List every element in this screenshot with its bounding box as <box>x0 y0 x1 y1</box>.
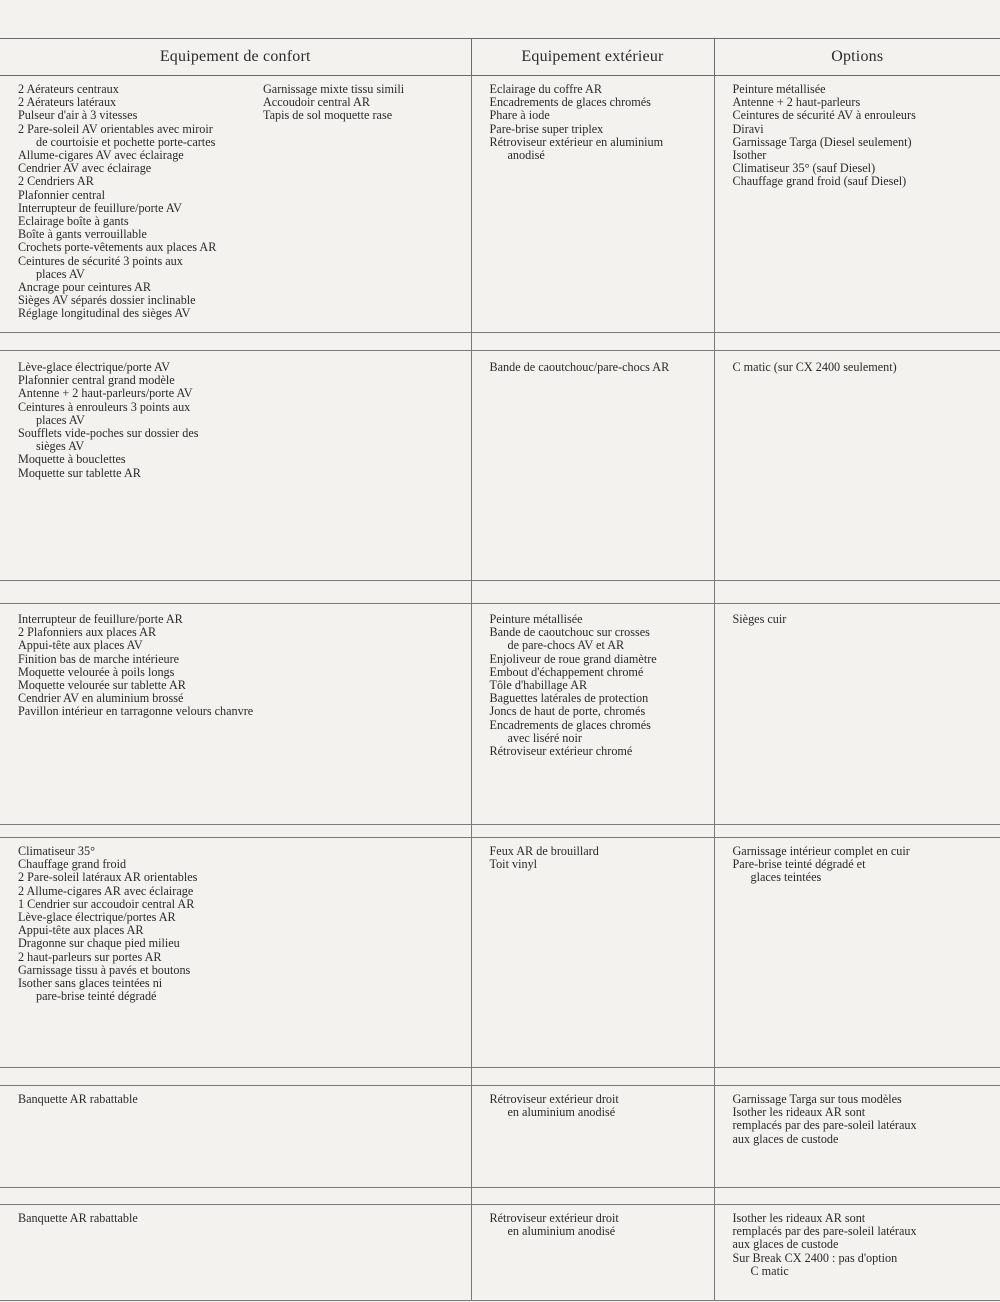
list-item: Accoudoir central AR <box>263 96 463 109</box>
list-item: Banquette AR rabattable <box>18 1212 471 1225</box>
row-separator <box>0 1068 1000 1086</box>
list-item: Antenne + 2 haut-parleurs <box>733 96 1000 109</box>
list-item: Ancrage pour ceintures AR <box>18 281 263 294</box>
list-item: 2 Pare-soleil latéraux AR orientables <box>18 871 471 884</box>
table-row <box>0 604 1000 825</box>
table-body <box>0 76 1000 1302</box>
cell-confort <box>0 351 471 581</box>
list-item: Moquette sur tablette AR <box>18 467 471 480</box>
list-item: Eclairage boîte à gants <box>18 215 263 228</box>
row-separator <box>0 333 1000 351</box>
list-item: Chauffage grand froid <box>18 858 471 871</box>
list-item: Plafonnier central <box>18 189 263 202</box>
list-item: Baguettes latérales de protection <box>490 692 714 705</box>
row-separator <box>0 825 1000 838</box>
list-item: Crochets porte-vêtements aux places AR <box>18 241 263 254</box>
list-item: Embout d'échappement chromé <box>490 666 714 679</box>
list-item: Garnissage Targa sur tous modèles <box>733 1093 1000 1106</box>
list-item-continuation: en aluminium anodisé <box>490 1106 714 1119</box>
list-item: Enjoliveur de roue grand diamètre <box>490 653 714 666</box>
header-confort: Equipement de confort <box>0 39 471 76</box>
list-item: 2 Aérateurs centraux <box>18 83 263 96</box>
table-row <box>0 76 1000 333</box>
list-item: Joncs de haut de porte, chromés <box>490 705 714 718</box>
list-item: Isother <box>733 149 1000 162</box>
cell-exterieur <box>471 1205 714 1301</box>
equipment-table <box>0 38 1000 1302</box>
list-item: Allume-cigares AV avec éclairage <box>18 149 263 162</box>
list-item: Pare-brise super triplex <box>490 123 714 136</box>
cell-options <box>714 76 1000 333</box>
list-item: 2 Aérateurs latéraux <box>18 96 263 109</box>
cell-confort <box>0 1205 471 1301</box>
list-item-continuation: C matic <box>733 1265 1000 1278</box>
cell-confort <box>0 1086 471 1188</box>
list-item: Chauffage grand froid (sauf Diesel) <box>733 175 1000 188</box>
list-item: Appui-tête aux places AV <box>18 639 471 652</box>
list-item: Peinture métallisée <box>490 613 714 626</box>
list-item: Lève-glace électrique/porte AV <box>18 361 471 374</box>
list-item: Phare à iode <box>490 109 714 122</box>
list-item-continuation: anodisé <box>490 149 714 162</box>
cell-exterieur <box>471 76 714 333</box>
list-item: 2 Plafonniers aux places AR <box>18 626 471 639</box>
cell-confort <box>0 76 471 333</box>
list-item: Interrupteur de feuillure/porte AR <box>18 613 471 626</box>
cell-confort <box>0 604 471 825</box>
list-item: Rétroviseur extérieur droit <box>490 1093 714 1106</box>
list-item: Cendrier AV en aluminium brossé <box>18 692 471 705</box>
list-item: Garnissage mixte tissu simili <box>263 83 463 96</box>
list-item: Moquette velourée sur tablette AR <box>18 679 471 692</box>
list-item: Sièges cuir <box>733 613 1000 626</box>
list-item: 2 Pare-soleil AV orientables avec miroir <box>18 123 263 136</box>
list-item: Moquette velourée à poils longs <box>18 666 471 679</box>
table-row <box>0 838 1000 1068</box>
list-item: remplacés par des pare-soleil latéraux <box>733 1225 1000 1238</box>
list-item: Bande de caoutchouc/pare-chocs AR <box>490 361 714 374</box>
cell-exterieur <box>471 1086 714 1188</box>
cell-options <box>714 604 1000 825</box>
list-item: Feux AR de brouillard <box>490 845 714 858</box>
list-item: Finition bas de marche intérieure <box>18 653 471 666</box>
list-item: Eclairage du coffre AR <box>490 83 714 96</box>
list-item: Encadrements de glaces chromés <box>490 96 714 109</box>
list-item: Moquette à bouclettes <box>18 453 471 466</box>
list-item: Tapis de sol moquette rase <box>263 109 463 122</box>
list-item: Isother les rideaux AR sont <box>733 1212 1000 1225</box>
row-separator <box>0 581 1000 604</box>
list-item: Diravi <box>733 123 1000 136</box>
cell-exterieur <box>471 604 714 825</box>
list-item-continuation: en aluminium anodisé <box>490 1225 714 1238</box>
list-item: Toit vinyl <box>490 858 714 871</box>
list-item: Climatiseur 35° (sauf Diesel) <box>733 162 1000 175</box>
list-item-continuation: places AV <box>18 268 263 281</box>
cell-options <box>714 1086 1000 1188</box>
cell-exterieur <box>471 351 714 581</box>
list-item: Climatiseur 35° <box>18 845 471 858</box>
list-item: Appui-tête aux places AR <box>18 924 471 937</box>
list-item: Réglage longitudinal des sièges AV <box>18 307 263 320</box>
list-item: Dragonne sur chaque pied milieu <box>18 937 471 950</box>
list-item-continuation: sièges AV <box>18 440 471 453</box>
cell-options <box>714 1205 1000 1301</box>
list-item-continuation: glaces teintées <box>733 871 1000 884</box>
list-item: Isother sans glaces teintées ni <box>18 977 471 990</box>
list-item: Isother les rideaux AR sont <box>733 1106 1000 1119</box>
cell-exterieur <box>471 838 714 1068</box>
table-row <box>0 351 1000 581</box>
list-item: Rétroviseur extérieur droit <box>490 1212 714 1225</box>
list-item: Soufflets vide-poches sur dossier des <box>18 427 471 440</box>
list-item: Sièges AV séparés dossier inclinable <box>18 294 263 307</box>
list-item: remplacés par des pare-soleil latéraux <box>733 1119 1000 1132</box>
list-item: Rétroviseur extérieur chromé <box>490 745 714 758</box>
list-item: Lève-glace électrique/portes AR <box>18 911 471 924</box>
list-item-continuation: places AV <box>18 414 471 427</box>
list-item: Boîte à gants verrouillable <box>18 228 263 241</box>
list-item-continuation: pare-brise teinté dégradé <box>18 990 471 1003</box>
list-item: Ceintures à enrouleurs 3 points aux <box>18 401 471 414</box>
header-options: Options <box>714 39 1000 76</box>
header-exterieur: Equipement extérieur <box>471 39 714 76</box>
list-item: Interrupteur de feuillure/porte AV <box>18 202 263 215</box>
confort-list-b <box>263 83 463 321</box>
list-item: 1 Cendrier sur accoudoir central AR <box>18 898 471 911</box>
list-item: Plafonnier central grand modèle <box>18 374 471 387</box>
list-item: C matic (sur CX 2400 seulement) <box>733 361 1000 374</box>
list-item: Garnissage intérieur complet en cuir <box>733 845 1000 858</box>
list-item: Garnissage Targa (Diesel seulement) <box>733 136 1000 149</box>
table-row <box>0 1205 1000 1301</box>
list-item: Antenne + 2 haut-parleurs/porte AV <box>18 387 471 400</box>
list-item: Tôle d'habillage AR <box>490 679 714 692</box>
list-item: Ceintures de sécurité 3 points aux <box>18 255 263 268</box>
cell-options <box>714 838 1000 1068</box>
list-item: 2 haut-parleurs sur portes AR <box>18 951 471 964</box>
list-item: 2 Cendriers AR <box>18 175 263 188</box>
list-item: Encadrements de glaces chromés <box>490 719 714 732</box>
list-item: Pare-brise teinté dégradé et <box>733 858 1000 871</box>
list-item: Cendrier AV avec éclairage <box>18 162 263 175</box>
confort-list-a <box>18 83 263 321</box>
list-item: Banquette AR rabattable <box>18 1093 471 1106</box>
list-item: Garnissage tissu à pavés et boutons <box>18 964 471 977</box>
list-item: Sur Break CX 2400 : pas d'option <box>733 1252 1000 1265</box>
cell-options <box>714 351 1000 581</box>
table-header-row <box>0 39 1000 76</box>
row-separator <box>0 1188 1000 1205</box>
list-item-continuation: de pare-chocs AV et AR <box>490 639 714 652</box>
list-item: aux glaces de custode <box>733 1133 1000 1146</box>
cell-confort <box>0 838 471 1068</box>
equipment-spec-sheet <box>0 38 1000 1238</box>
list-item: Pulseur d'air à 3 vitesses <box>18 109 263 122</box>
list-item: Pavillon intérieur en tarragonne velours chanvre <box>18 705 471 718</box>
list-item: Rétroviseur extérieur en aluminium <box>490 136 714 149</box>
list-item: 2 Allume-cigares AR avec éclairage <box>18 885 471 898</box>
list-item: Peinture métallisée <box>733 83 1000 96</box>
list-item: Ceintures de sécurité AV à enrouleurs <box>733 109 1000 122</box>
list-item-continuation: avec liséré noir <box>490 732 714 745</box>
list-item: aux glaces de custode <box>733 1238 1000 1251</box>
table-row <box>0 1086 1000 1188</box>
list-item-continuation: de courtoisie et pochette porte-cartes <box>18 136 263 149</box>
list-item: Bande de caoutchouc sur crosses <box>490 626 714 639</box>
